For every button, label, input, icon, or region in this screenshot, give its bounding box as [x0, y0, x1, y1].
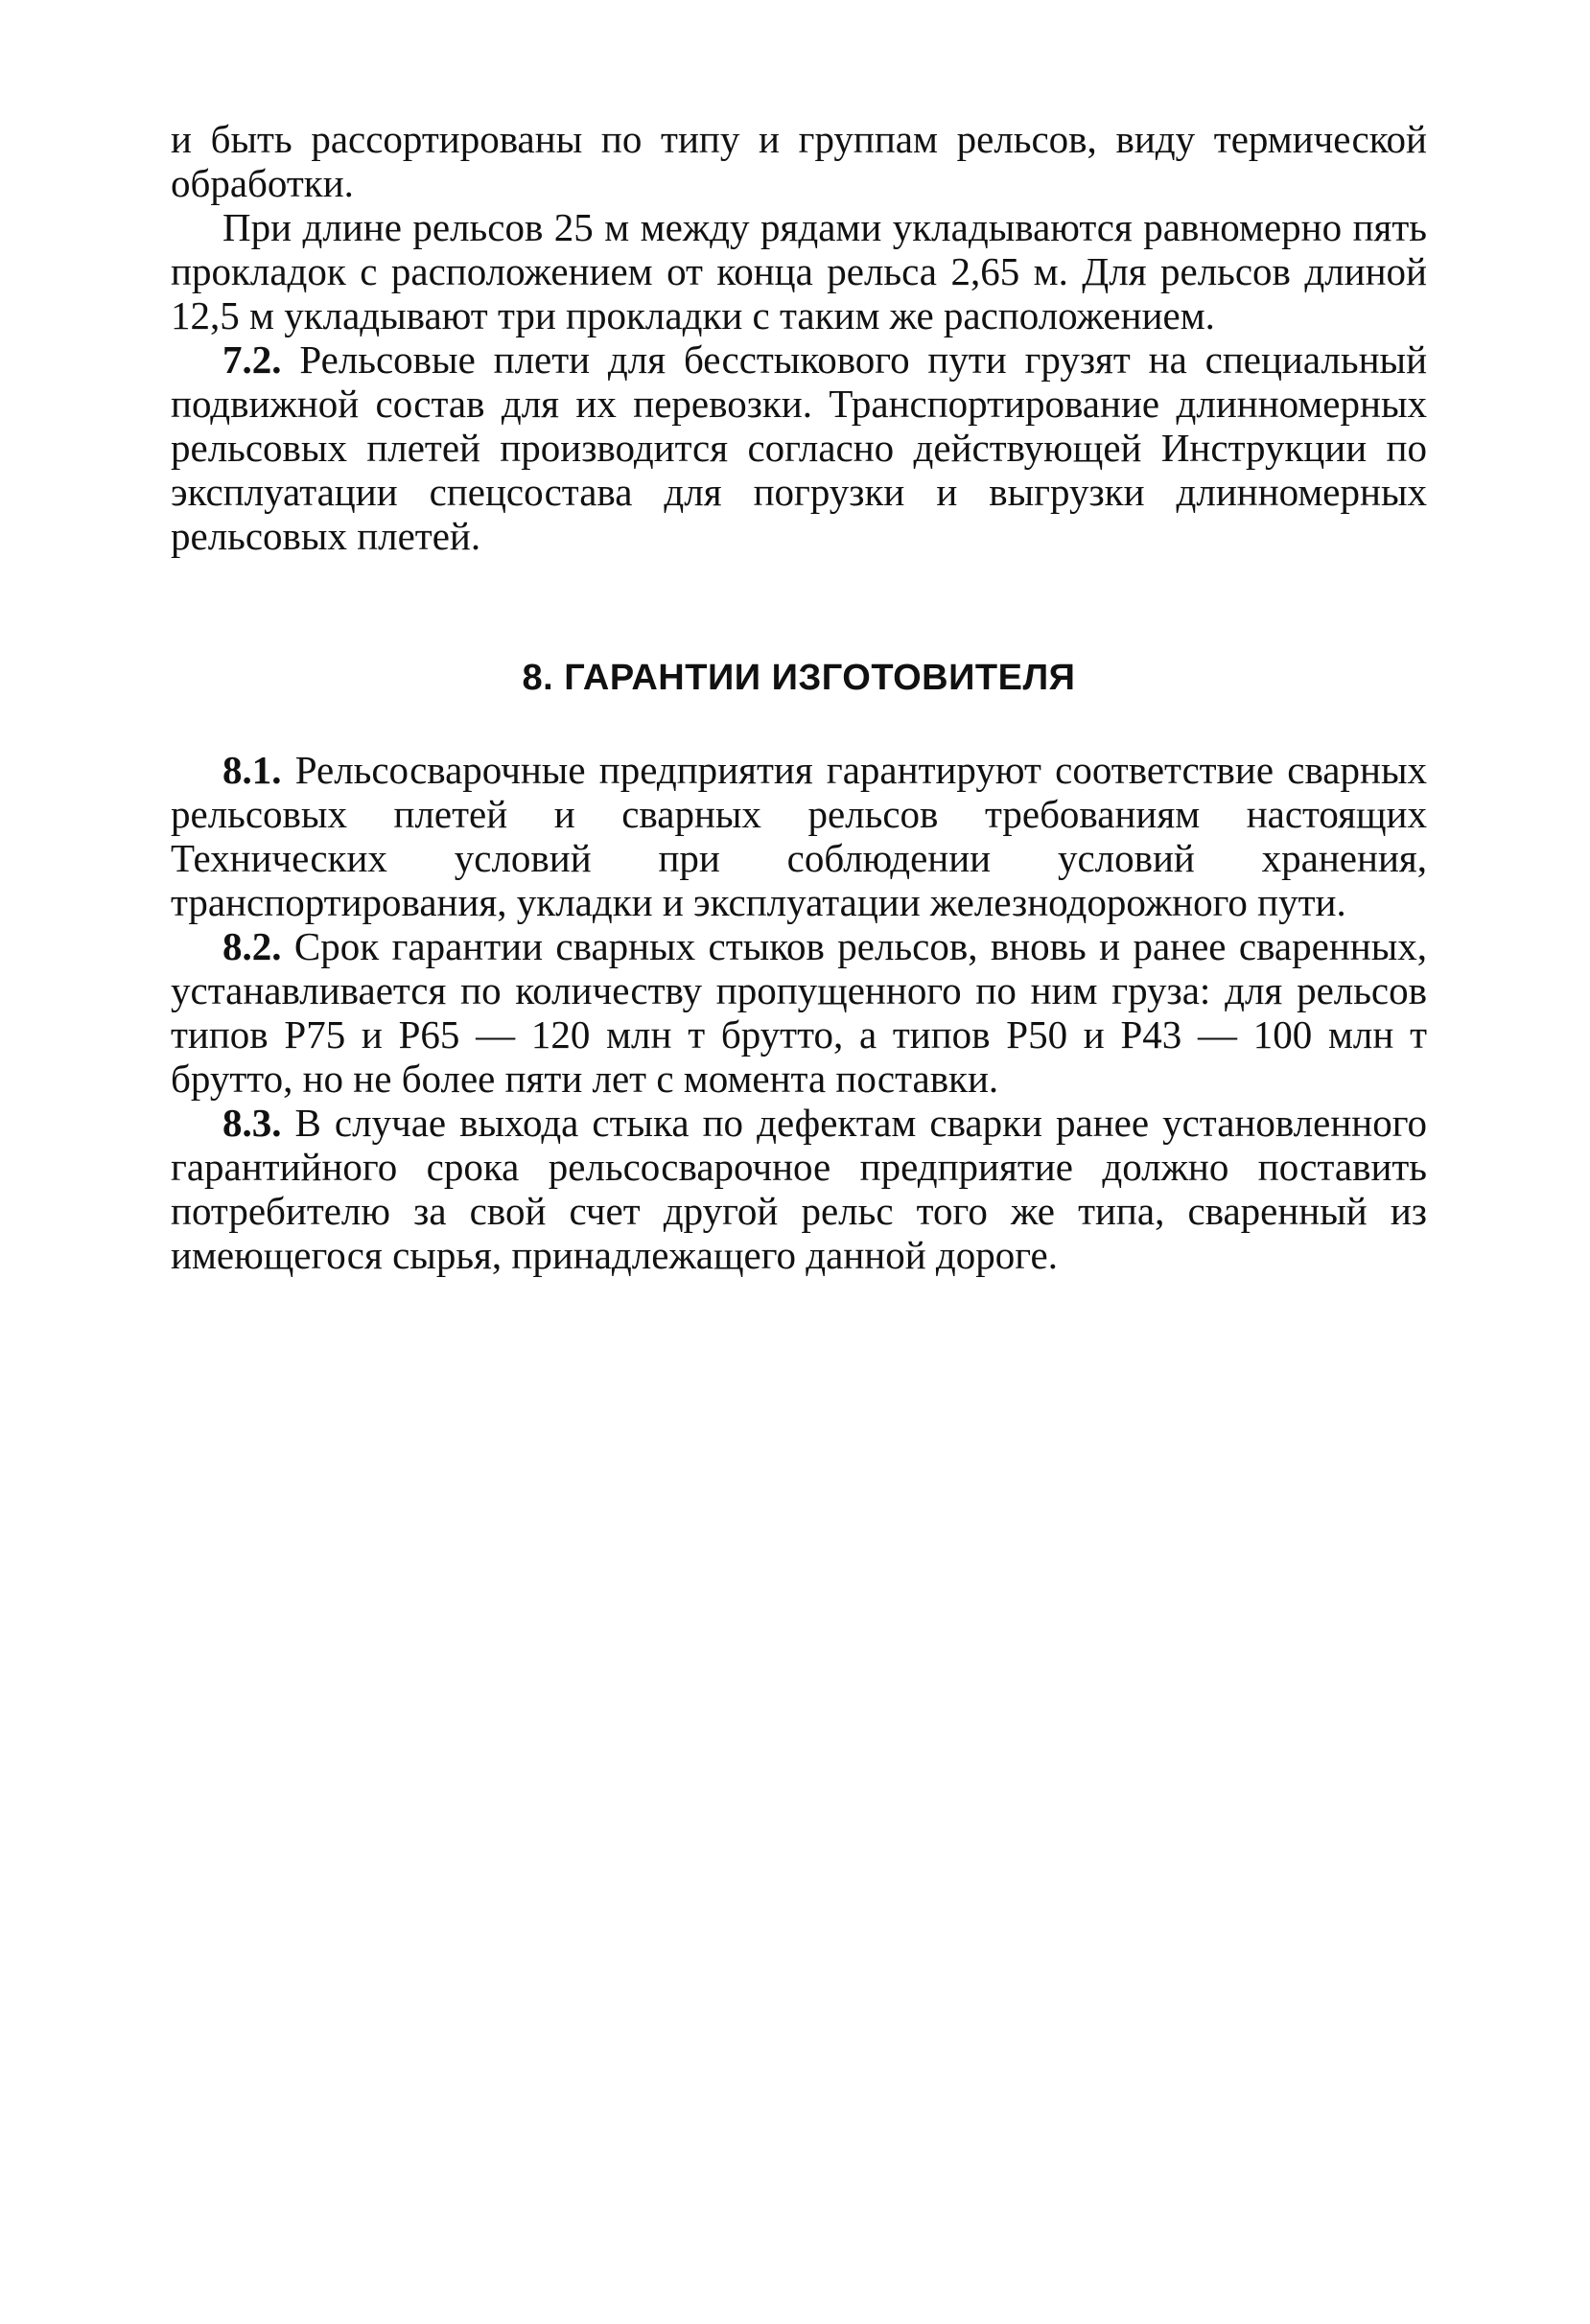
item-text: Рельсосварочные предприятия гарантируют соответствие сварных рельсовых плетей и сварных рельсов требованиям настоящих Технических условий при соблюдении условий хранения, транспортирования, укладки и эксплуатации железнодорожного пути.	[171, 748, 1427, 924]
document-page	[171, 117, 1427, 1277]
item-text: Рельсовые плети для бесстыкового пути грузят на специальный подвижной состав для их перевозки. Транспортирование длинномерных рельсовых плетей производится согласно действующей Инструкции по эксплуатации спецсостава для погрузки и выгрузки длинномерных рельсовых плетей.	[171, 337, 1428, 558]
paragraph-pads-text: При длине рельсов 25 м между рядами укладываются равномерно пять прокладок с расположением от конца рельса 2,65 м. Для рельсов длиной 12,5 м укладывают три прокладки с таким же расположением.	[171, 205, 1427, 337]
paragraph-continuation	[171, 117, 1427, 205]
paragraph-8-1	[171, 748, 1427, 924]
item-number: 7.2.	[222, 337, 282, 382]
item-number: 8.2.	[222, 924, 282, 968]
paragraph-7-2	[171, 337, 1427, 558]
paragraph-8-2	[171, 924, 1427, 1101]
item-text: В случае выхода стыка по дефектам сварки ранее установленного гарантийного срока рельсосварочное предприятие должно поставить потребителю за свой счет другой рельс того же типа, сваренный из имеющегося сырья, принадлежащего данной дороге.	[171, 1101, 1428, 1277]
item-number: 8.1.	[222, 748, 282, 792]
paragraph-continuation-text: и быть рассортированы по типу и группам рельсов, виду термической обработки.	[171, 117, 1427, 205]
item-text: Срок гарантии сварных стыков рельсов, вновь и ранее сваренных, устанавливается по количеству пропущенного по ним груза: для рельсов типов Р75 и Р65 — 120 млн т брутто, а типов Р50 и Р43 — 100 млн т брутто, но не более пяти лет с момента поставки.	[171, 924, 1427, 1101]
paragraph-pads	[171, 205, 1427, 337]
item-number: 8.3.	[222, 1101, 282, 1145]
section-heading: 8. ГАРАНТИИ ИЗГОТОВИТЕЛЯ	[522, 658, 1076, 698]
paragraph-8-3	[171, 1101, 1427, 1277]
